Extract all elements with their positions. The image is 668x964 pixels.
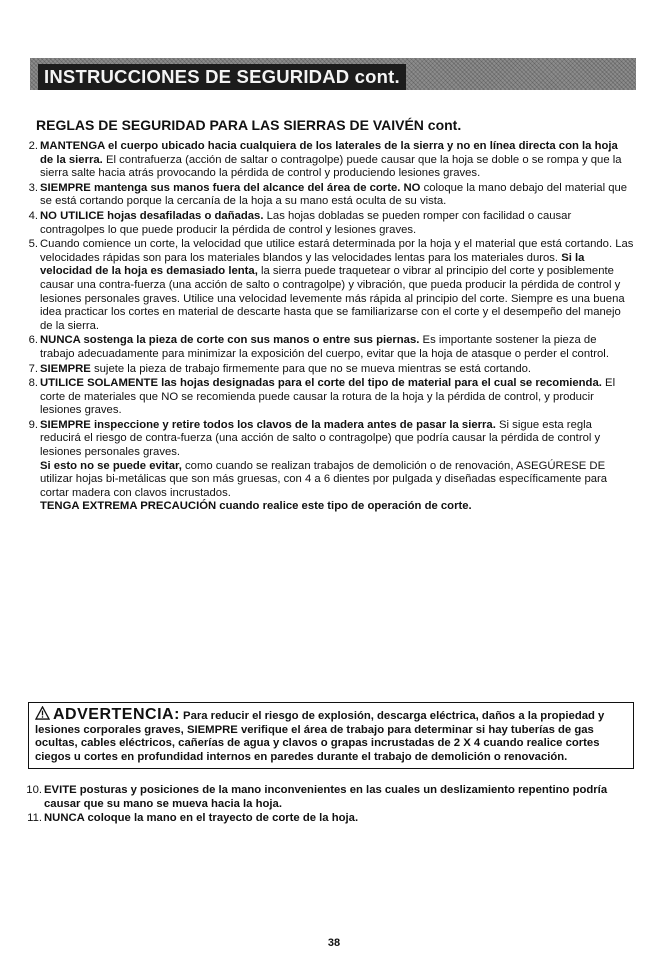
rule-text: NUNCA coloque la mano en el trayecto de corte de la hoja. — [44, 812, 359, 825]
rule-bold: Si la velocidad de la hoja es demasiado lenta, — [40, 251, 585, 278]
rule-text: sujete la pieza de trabajo firmemente para que no se mueva mientras se está cortando. — [90, 362, 532, 375]
rule-item — [22, 363, 634, 377]
rule-text: El contrafuerza (acción de saltar o contragolpe) puede causar que la hoja se doble o se rompa y que la sierra salte hacia atrás provocando la pérdida de control y produciendo lesiones graves. — [40, 153, 622, 180]
rule-number: 4. — [28, 209, 38, 222]
rule-extra — [40, 460, 634, 501]
rule-bold: SIEMPRE — [40, 362, 91, 375]
section-banner — [30, 58, 636, 90]
rule-text-continued: la sierra puede traquetear o vibrar al principio del corte y posiblemente causar una contra-fuerza (una acción de salto o contragolpe) y vibración, que pueda producir la pérdida de control y lesiones personales graves. Utilice una velocidad levemente más rápida al principio del corte. Siempre es una buena idea practicar los cortes en material de descarte hasta que se familiarizarse con el corte y el desempeño del manejo de la sierra. — [40, 265, 625, 332]
rule-item — [22, 238, 634, 333]
rule-item — [22, 784, 634, 811]
rule-text: Las hojas dobladas se pueden romper con facilidad o causar contragolpes lo que puede producir la pérdida de control y lesiones graves. — [40, 209, 572, 236]
rule-bold: MANTENGA el cuerpo ubicado hacia cualquiera de los laterales de la sierra y no en línea directa con la hoja de la sierra. — [40, 140, 618, 166]
rule-text-continued: como cuando se realizan trabajos de demolición o de renovación, ASEGÚRESE DE utilizar hojas bi-metálicas que son más gruesas, con 4 a 6 dientes por pulgada y diseñadas específicamente para cortar madera con clavos incrustados. — [40, 459, 608, 499]
rule-caution: TENGA EXTREMA PRECAUCIÓN cuando realice este tipo de operación de corte. — [40, 500, 472, 513]
rule-number: 11. — [27, 812, 42, 825]
warning-box — [28, 702, 634, 769]
safety-rules-list-continued — [22, 784, 634, 827]
rule-item — [22, 182, 634, 209]
warning-title: ADVERTENCIA: — [53, 706, 180, 723]
rule-item — [22, 812, 634, 826]
banner-title: INSTRUCCIONES DE SEGURIDAD cont. — [38, 64, 406, 90]
rule-text: coloque la mano debajo del material que se está cortando porque la cercanía de la hoja a su mano está oculta de su vista. — [40, 181, 628, 208]
rule-bold: SIEMPRE mantenga sus manos fuera del alcance del área de corte. NO — [40, 181, 421, 194]
safety-rules-list — [22, 140, 634, 515]
rule-text: Si sigue esta regla reducirá el riesgo de contra-fuerza (una acción de salto o contragolpe) que podría causar la pérdida de control y lesiones personales graves. — [40, 418, 601, 459]
warning-triangle-icon — [35, 706, 50, 720]
rule-bold: NO UTILICE hojas desafiladas o dañadas. — [40, 209, 264, 222]
rule-text: Cuando comience un corte, la velocidad que utilice estará determinada por la hoja y el material que está cortando. Las velocidades rápidas son para los materiales blandos y las velocidades lentas para los materiales duros. — [40, 238, 634, 264]
page-number: 38 — [327, 937, 341, 949]
warning-text: Para reducir el riesgo de explosión, descarga eléctrica, daños a la propiedad y lesiones corporales graves, SIEMPRE verifique el área de trabajo para determinar si hay tuberías de gas ocultas, cables eléctricos, cañerías de agua y clavos o grapas incrustadas de 2 X 4 cuando realice cortes ciegos u cortes en profundidad internos en paredes durante el trabajo de demolición o renovación. — [35, 710, 605, 763]
rule-item — [22, 140, 634, 181]
rule-text: Es importante sostener la pieza de trabajo adecuadamente para minimizar la exposición del cuerpo, evitar que la hoja de atasque o perder el control. — [40, 334, 609, 360]
rule-item — [22, 377, 634, 418]
rule-number: 9. — [28, 418, 38, 431]
rule-number: 6. — [28, 334, 38, 347]
rule-number: 10. — [26, 784, 42, 796]
rule-number: 5. — [28, 238, 38, 251]
rule-bold: NUNCA sostenga la pieza de corte con sus manos o entre sus piernas. — [40, 334, 420, 347]
rule-number: 2. — [28, 140, 38, 152]
rule-number: 7. — [28, 362, 38, 375]
rule-bold: Si esto no se puede evitar, — [40, 459, 182, 472]
section-heading: REGLAS DE SEGURIDAD PARA LAS SIERRAS DE VAIVÉN cont. — [36, 117, 462, 133]
rule-bold: SIEMPRE inspeccione y retire todos los clavos de la madera antes de pasar la sierra. — [40, 418, 496, 431]
rule-item — [22, 210, 634, 237]
rule-item — [22, 419, 634, 514]
rule-text: El corte de materiales que NO se recomienda puede causar la rotura de la hoja y la pérdida de control, y producir lesiones graves. — [40, 377, 616, 417]
rule-text: EVITE posturas y posiciones de la mano inconvenientes en las cuales un deslizamiento repentino podría causar que su mano se mueva hacia la hoja. — [44, 784, 608, 810]
rule-number: 3. — [28, 181, 38, 194]
rule-number: 8. — [28, 377, 38, 390]
warning-heading — [35, 706, 180, 723]
rule-item — [22, 334, 634, 361]
rule-bold: UTILICE SOLAMENTE las hojas designadas para el corte del tipo de material para el cual se recomienda. — [40, 377, 602, 390]
